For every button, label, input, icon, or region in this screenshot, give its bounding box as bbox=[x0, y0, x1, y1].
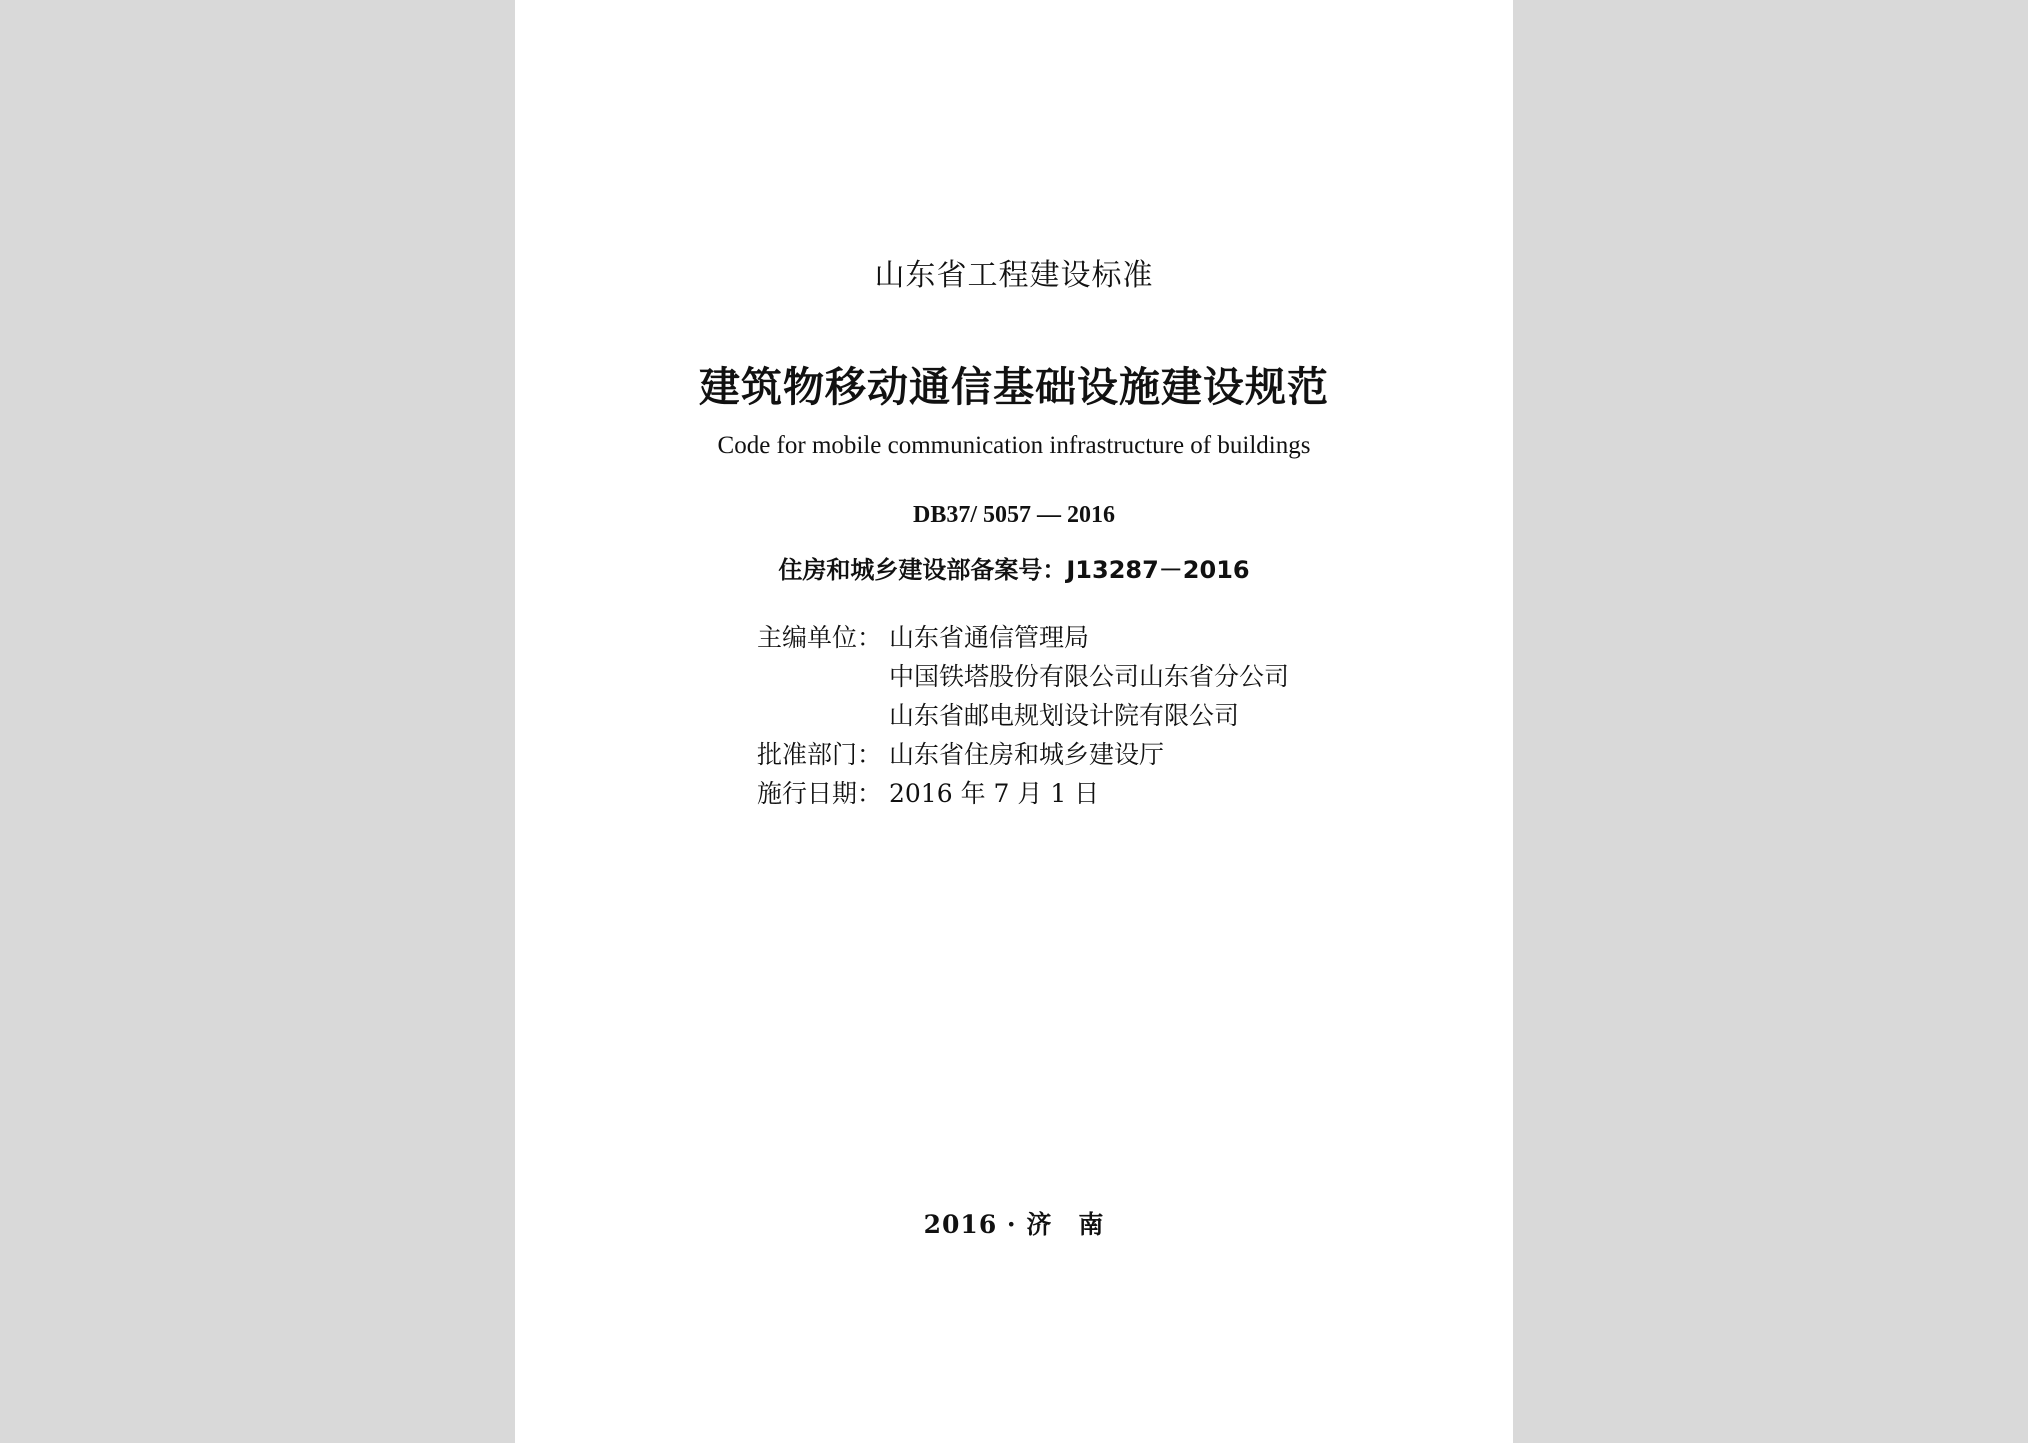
publication-place-year: 2016 · 济 南 bbox=[923, 1210, 1105, 1239]
approval-row bbox=[757, 735, 1289, 774]
editor-value: 山东省通信管理局 bbox=[889, 623, 1090, 652]
editor-value: 中国铁塔股份有限公司山东省分公司 bbox=[889, 662, 1290, 691]
approval-value: 山东省住房和城乡建设厅 bbox=[889, 740, 1165, 769]
blank-label bbox=[757, 657, 889, 696]
english-title: Code for mobile communication infrastructure of buildings bbox=[717, 432, 1311, 459]
date-label: 施行日期： bbox=[757, 779, 883, 808]
editor-label: 主编单位： bbox=[757, 623, 883, 652]
document-title: 建筑物移动通信基础设施建设规范 bbox=[699, 363, 1329, 411]
editor-row bbox=[757, 657, 1289, 696]
standard-series: 山东省工程建设标准 bbox=[874, 258, 1154, 293]
date-value: 2016 年 7 月 1 日 bbox=[889, 779, 1100, 808]
record-number: 住房和城乡建设部备案号：J13287－2016 bbox=[778, 556, 1250, 584]
editor-row bbox=[757, 618, 1289, 657]
blank-label bbox=[757, 696, 889, 735]
publication-info bbox=[757, 618, 1289, 813]
standard-code: DB37/ 5057 — 2016 bbox=[912, 502, 1115, 528]
approval-label: 批准部门： bbox=[757, 740, 883, 769]
editor-value: 山东省邮电规划设计院有限公司 bbox=[889, 701, 1240, 730]
document-page bbox=[515, 0, 1513, 1443]
date-row bbox=[757, 774, 1289, 813]
editor-row bbox=[757, 696, 1289, 735]
